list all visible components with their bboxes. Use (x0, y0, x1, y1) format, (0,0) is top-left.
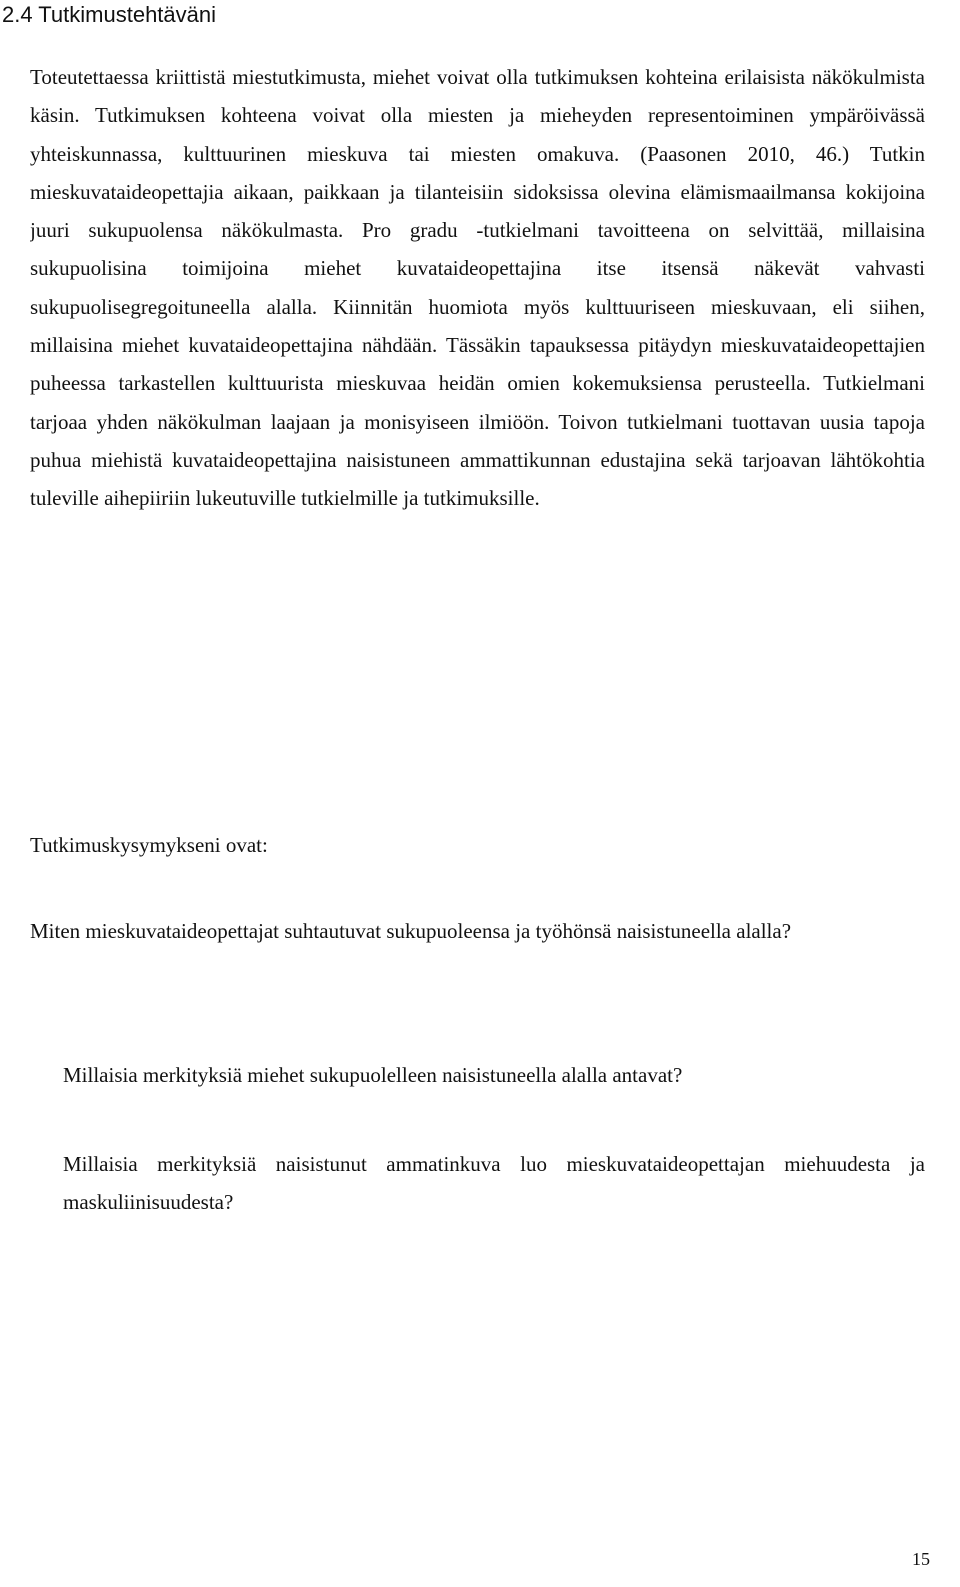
research-question-sub-1: Millaisia merkityksiä miehet sukupuolelleen naisistuneella alalla antavat? (63, 1063, 683, 1087)
research-question-main: Miten mieskuvataideopettajat suhtautuvat sukupuoleensa ja työhönsä naisistuneella alalla? (30, 919, 792, 943)
page-number: 15 (912, 1549, 930, 1569)
body-paragraph: Toteutettaessa kriittistä miestutkimusta, miehet voivat olla tutkimuksen kohteina erilaisista näkökulmista käsin. Tutkimuksen kohteena voivat olla miesten ja mieheyden representoiminen ympäröivässä yhteiskunnassa, kulttuurinen mieskuva tai miesten omakuva. (Paasonen 2010, 46.) Tutkin mieskuvataideopettajia aikaan, paikkaan ja tilanteisiin sidoksissa olevina elämismaailmansa kokijoina juuri sukupuolensa näkökulmasta. Pro gradu -tutkielmani tavoitteena on selvittää, millaisina sukupuolisina toimijoina miehet kuvataideopettajina itse itsensä näkevät vahvasti sukupuolisegregoituneella alalla. Kiinnitän huomiota myös kulttuuriseen mieskuvaan, eli siihen, millaisina miehet kuvataideopettajina nähdään. Tässäkin tapauksessa pitäydyn mieskuvataideopettajien puheessa tarkastellen kulttuurista mieskuvaa heidän omien kokemuksiensa perusteella. Tutkielmani tarjoaa yhden näkökulman laajaan ja monisyiseen ilmiöön. Toivon tutkielmani tuottavan uusia tapoja puhua miehistä kuvataideopettajina naisistuneen ammattikunnan edustajina sekä tarjoavan lähtökohtia tuleville aihepiiriin lukeutuville tutkielmille ja tutkimuksille. (30, 65, 925, 511)
research-question-sub-2: Millaisia merkityksiä naisistunut ammatinkuva luo mieskuvataideopettajan miehuudesta ja maskuliinisuudesta? (63, 1152, 925, 1215)
research-questions-intro: Tutkimuskysymykseni ovat: (30, 833, 268, 857)
section-heading: 2.4 Tutkimustehtäväni (2, 2, 217, 27)
